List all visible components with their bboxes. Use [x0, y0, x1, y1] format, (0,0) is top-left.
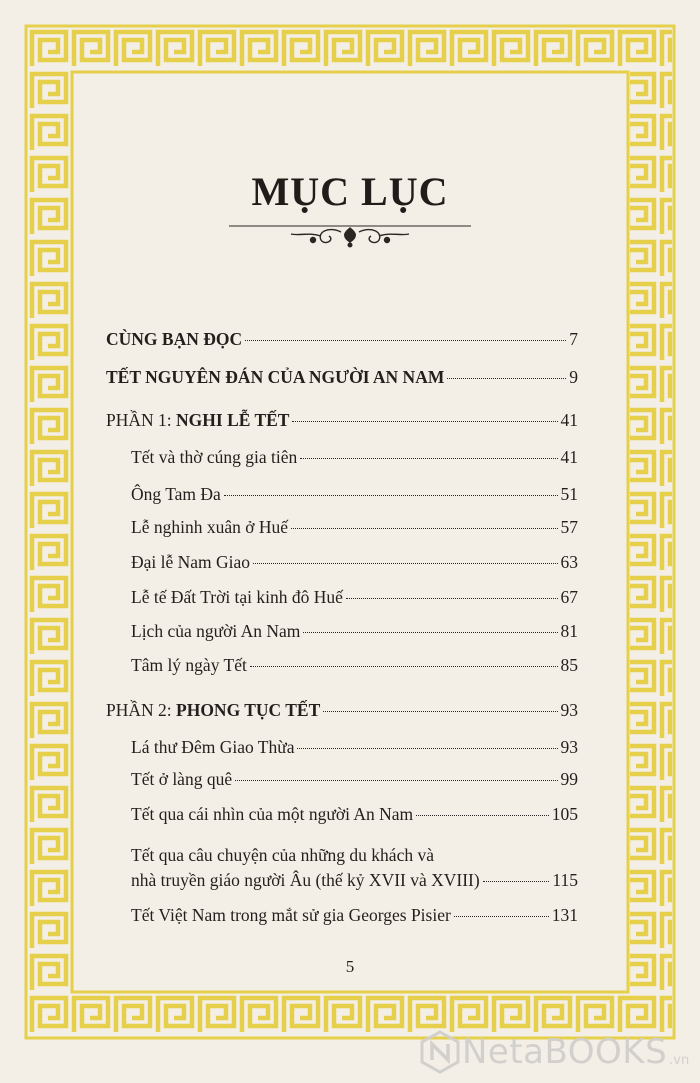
toc-item: Lễ nghinh xuân ở Huế 57: [131, 517, 578, 537]
part-prefix: PHẦN 2:: [106, 700, 177, 720]
dot-leader: [291, 528, 558, 529]
toc-page-number: 41: [560, 410, 578, 430]
dot-leader: [323, 711, 557, 712]
toc-item: Lịch của người An Nam 81: [131, 621, 578, 641]
page-number: 5: [345, 957, 355, 976]
toc-entry-intro: [106, 366, 578, 388]
page-title: MỤC LỤC: [251, 169, 449, 214]
toc-page-number: 9: [569, 367, 578, 387]
toc-item-line-1: Tết qua câu chuyện của những du khách và: [131, 845, 434, 865]
toc-page-number: 93: [560, 700, 578, 720]
dot-leader: [224, 495, 558, 496]
toc-part-1: [106, 409, 578, 431]
toc-entry-label: CÙNG BẠN ĐỌC: [106, 329, 243, 349]
toc-entry-preface: [106, 328, 578, 350]
watermark: [418, 1030, 689, 1074]
dot-leader: [416, 815, 549, 816]
dot-leader: [235, 780, 557, 781]
netabooks-logo-icon: [418, 1030, 462, 1074]
toc-item: Lễ tế Đất Trời tại kinh đô Huế 67: [131, 587, 578, 607]
dot-leader: [303, 632, 557, 633]
dot-leader: [245, 340, 566, 341]
watermark-text: NetaBOOKS: [462, 1032, 668, 1072]
dot-leader: [483, 881, 550, 882]
toc-page-number: 7: [569, 329, 578, 349]
watermark-suffix: .vn: [669, 1052, 690, 1068]
toc-entry-label: TẾT NGUYÊN ĐÁN CỦA NGƯỜI AN NAM: [106, 367, 445, 387]
toc-item: Ông Tam Đa 51: [131, 484, 578, 504]
toc-item: Tâm lý ngày Tết 85: [131, 655, 578, 675]
toc-item: Tết và thờ cúng gia tiên 41: [131, 447, 578, 467]
toc-item: Tết Việt Nam trong mắt sử gia Georges Pisier 131: [131, 905, 578, 925]
part-prefix: PHẦN 1:: [106, 410, 177, 430]
part-name: PHONG TỤC TẾT: [176, 700, 321, 720]
dot-leader: [346, 598, 558, 599]
dot-leader: [297, 748, 557, 749]
toc-item: Tết qua cái nhìn của một người An Nam 105: [131, 804, 578, 824]
dot-leader: [447, 378, 566, 379]
dot-leader: [253, 563, 557, 564]
dot-leader: [292, 421, 557, 422]
dot-leader: [300, 458, 557, 459]
toc-item: Lá thư Đêm Giao Thừa 93: [131, 737, 578, 757]
dot-leader: [250, 666, 558, 667]
toc-part-2: [106, 699, 578, 721]
toc-item: Đại lễ Nam Giao 63: [131, 552, 578, 572]
part-name: NGHI LỄ TẾT: [176, 410, 290, 430]
dot-leader: [454, 916, 549, 917]
toc-item: Tết ở làng quê 99: [131, 769, 578, 789]
toc-item: nhà truyền giáo người Âu (thế kỷ XVII và XVIII) 115: [131, 870, 578, 890]
